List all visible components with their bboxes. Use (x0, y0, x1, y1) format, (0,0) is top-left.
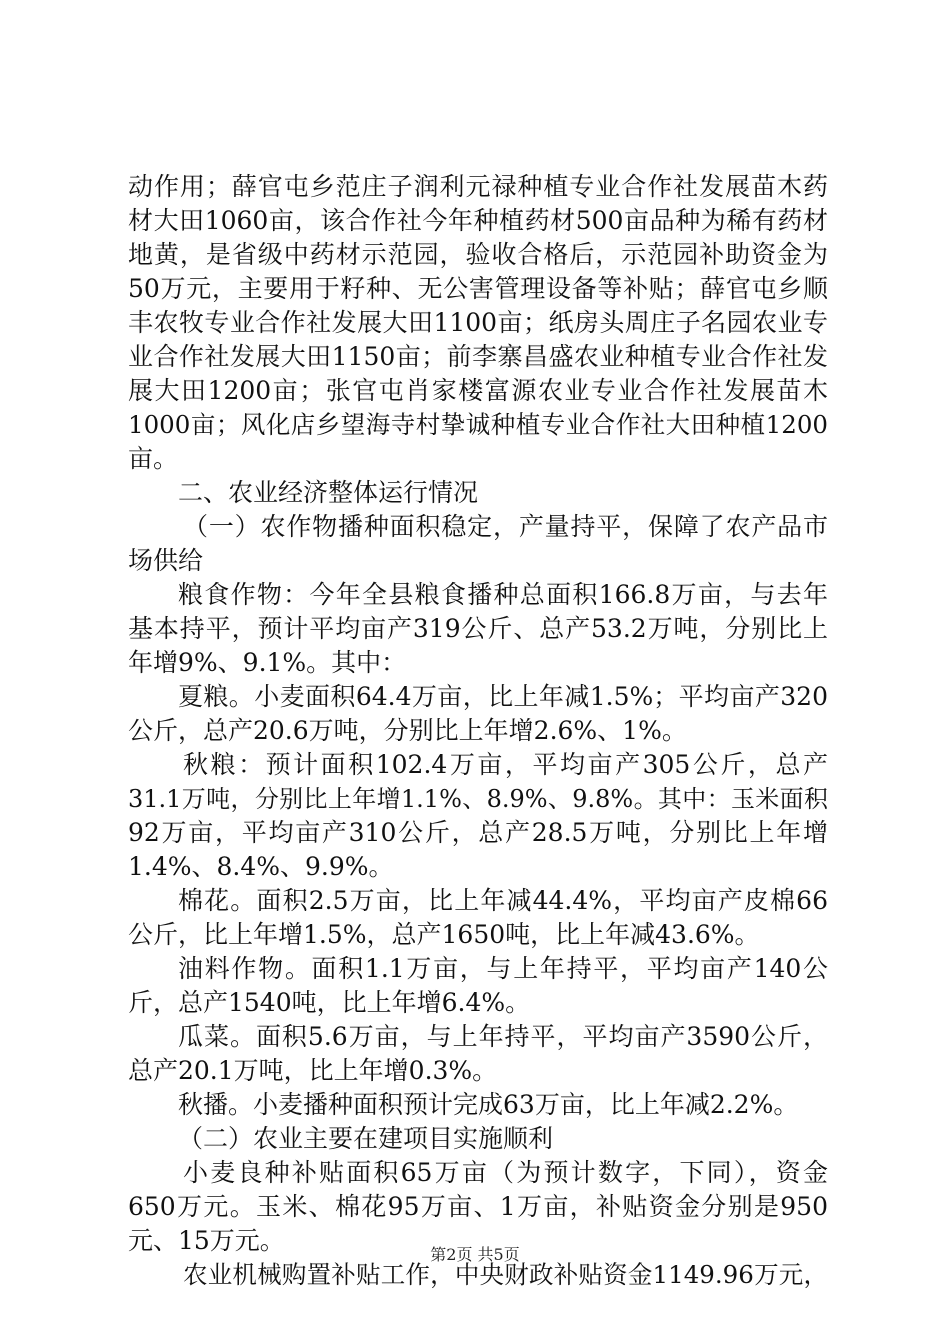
text-line: 年增9%、9.1%。其中： (128, 648, 407, 677)
text-line: 棉花。面积2.5万亩，比上年减44.4%，平均亩产皮棉66 (178, 886, 828, 915)
text-line: 1.4%、8.4%、9.9%。 (128, 852, 394, 881)
text-line: 基本持平，预计平均亩产319公斤、总产53.2万吨，分别比上 (128, 614, 828, 643)
text-line: 油料作物。面积1.1万亩，与上年持平，平均亩产140公 (178, 954, 828, 983)
text-line: 动作用；薛官屯乡范庄子润利元禄种植专业合作社发展苗木药 (128, 172, 828, 201)
text-line: （二）农业主要在建项目实施顺利 (178, 1124, 554, 1153)
text-line: 秋播。小麦播种面积预计完成63万亩，比上年减2.2%。 (178, 1090, 799, 1119)
text-line: 瓜菜。面积5.6万亩，与上年持平，平均亩产3590公斤， (178, 1022, 828, 1051)
text-line: 1000亩；风化店乡望海寺村挚诚种植专业合作社大田种植1200 (128, 410, 828, 439)
text-line: 丰农牧专业合作社发展大田1100亩；纸房头周庄子名园农业专 (128, 308, 828, 337)
text-line: 业合作社发展大田1150亩；前李寨昌盛农业种植专业合作社发 (128, 342, 828, 371)
text-line: 材大田1060亩，该合作社今年种植药材500亩品种为稀有药材 (128, 206, 828, 235)
text-line: 亩。 (128, 444, 179, 473)
page-footer: 第2页 共5页 (430, 1245, 520, 1264)
text-line: 粮食作物：今年全县粮食播种总面积166.8万亩，与去年 (178, 580, 828, 609)
text-line: 秋粮：预计面积102.4万亩，平均亩产305公斤，总产 (183, 750, 828, 779)
text-line: 650万元。玉米、棉花95万亩、1万亩，补贴资金分别是950 (128, 1192, 828, 1221)
text-line: 31.1万吨，分别比上年增1.1%、8.9%、9.8%。其中：玉米面积 (128, 785, 828, 813)
text-line: 92万亩，平均亩产310公斤，总产28.5万吨，分别比上年增 (128, 818, 828, 847)
text-line: 地黄，是省级中药材示范园，验收合格后，示范园补助资金为 (128, 240, 828, 269)
text-line: 展大田1200亩；张官屯肖家楼富源农业专业合作社发展苗木 (128, 376, 828, 405)
text-line: 公斤，总产20.6万吨，分别比上年增2.6%、1%。 (128, 716, 687, 745)
text-line: 斤，总产1540吨，比上年增6.4%。 (128, 988, 531, 1017)
text-line: 场供给 (128, 546, 204, 575)
text-line: 夏粮。小麦面积64.4万亩，比上年减1.5%；平均亩产320 (178, 682, 828, 711)
text-line: （一）农作物播种面积稳定，产量持平，保障了农产品市 (183, 512, 828, 541)
text-line: 公斤，比上年增1.5%，总产1650吨，比上年减43.6%。 (128, 920, 760, 949)
text-line: 二、农业经济整体运行情况 (178, 478, 479, 507)
document-body (128, 170, 828, 1292)
text-line: 农业机械购置补贴工作，中央财政补贴资金1149.96万元， (183, 1260, 828, 1289)
text-line: 50万元，主要用于籽种、无公害管理设备等补贴；薛官屯乡顺 (128, 274, 828, 303)
text-line: 小麦良种补贴面积65万亩（为预计数字，下同），资金 (183, 1158, 828, 1187)
text-line: 总产20.1万吨，比上年增0.3%。 (128, 1056, 498, 1085)
text-line: 元、15万元。 (128, 1226, 285, 1255)
